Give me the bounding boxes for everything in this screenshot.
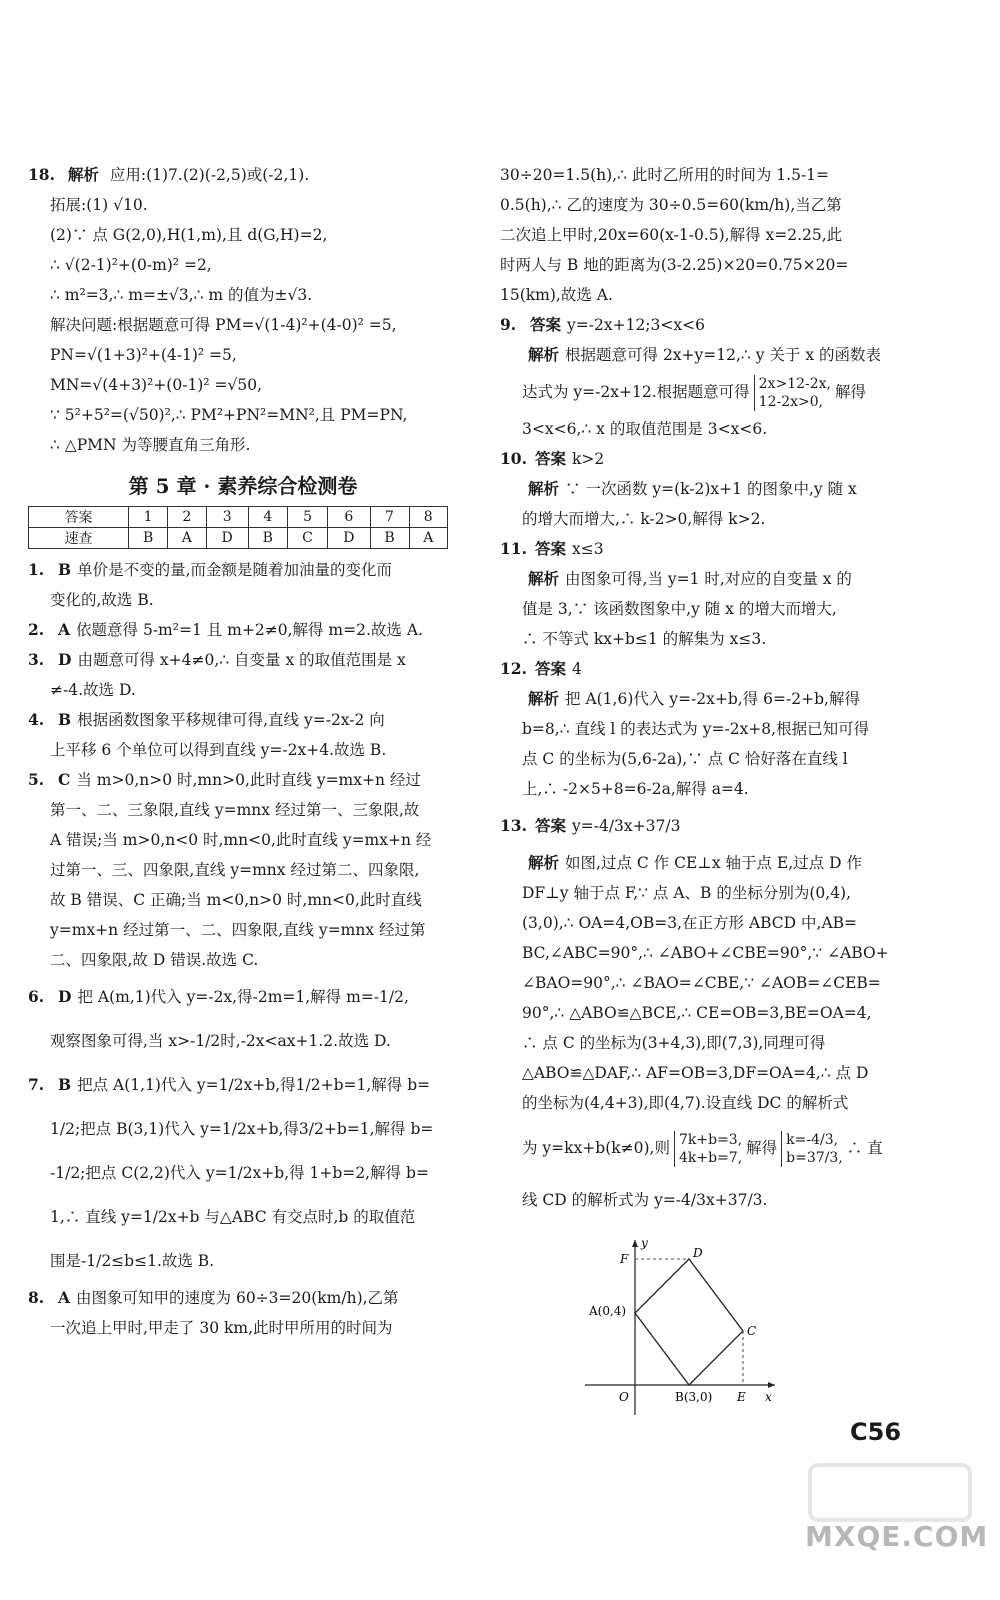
table-cell: B — [248, 528, 287, 549]
item-text: 把点 A(1,1)代入 y=1/2x+b,得1/2+b=1,解得 b= — [77, 1076, 431, 1094]
answer-item — [28, 975, 458, 1019]
label-d: D — [693, 1246, 703, 1260]
answer-item — [28, 705, 458, 735]
q18-text: 拓展:(1) √10. — [50, 196, 148, 214]
item-text: 由图象可知甲的速度为 60÷3=20(km/h),乙第 — [76, 1289, 399, 1307]
equation-system — [674, 1131, 742, 1167]
right-column — [500, 160, 910, 1222]
item-text: 观察图象可得,当 x>-1/2时,-2x<ax+1.2.故选 D. — [50, 1032, 391, 1050]
item-text: ≠-4.故选 D. — [50, 681, 136, 699]
answer-item — [500, 310, 910, 340]
item-choice: D — [58, 987, 72, 1006]
item-number: 13. — [500, 816, 527, 835]
item-text: 点 C 的坐标为(5,6-2a),∵ 点 C 恰好落在直线 l — [522, 750, 848, 768]
item-number: 11. — [500, 539, 527, 558]
analysis-line — [500, 340, 910, 370]
watermark-text: MXQE.COM — [805, 1520, 989, 1553]
item-text: 如图,过点 C 作 CE⊥x 轴于点 E,过点 D 作 — [565, 854, 862, 872]
table-cell: 6 — [328, 507, 370, 528]
item-number: 8. — [28, 1288, 45, 1307]
item-text: BC,∠ABC=90°,∴ ∠ABO+∠CBE=90°,∵ ∠ABO+ — [522, 944, 889, 962]
item-text: △ABO≌△DAF,∴ AF=OB=3,DF=OA=4,∴ 点 D — [522, 1064, 869, 1082]
item-text: 解得 — [835, 383, 867, 401]
item-number: 7. — [28, 1075, 45, 1094]
answer-keyword: 答案 — [534, 539, 566, 558]
equation: b=37/3, — [786, 1150, 843, 1166]
item-text: 一次追上甲时,甲走了 30 km,此时甲所用的时间为 — [50, 1319, 393, 1337]
item-text: 的坐标为(4,4+3),即(4,7).设直线 DC 的解析式 — [522, 1094, 849, 1112]
label-x: x — [765, 1390, 772, 1404]
table-cell: 5 — [287, 507, 327, 528]
analysis-keyword: 解析 — [528, 569, 560, 588]
q18-text: (2)∵ 点 G(2,0),H(1,m),且 d(G,H)=2, — [50, 226, 328, 244]
item-text: 围是-1/2≤b≤1.故选 B. — [50, 1252, 215, 1270]
item-choice: B — [58, 1075, 72, 1094]
equation-system — [754, 375, 831, 411]
answer-item — [28, 555, 458, 585]
item-text: A 错误;当 m>0,n<0 时,mn<0,此时直线 y=mx+n 经 — [50, 831, 432, 849]
table-cell: D — [206, 528, 248, 549]
item-text: 15(km),故选 A. — [500, 286, 613, 304]
table-cell: 2 — [168, 507, 206, 528]
item-number: 12. — [500, 659, 527, 678]
item-text: b=8,∴ 直线 l 的表达式为 y=-2x+8,根据已知可得 — [522, 720, 870, 738]
table-cell: 8 — [409, 507, 447, 528]
table-head-cell: 答案 — [29, 507, 129, 528]
item-text: (3,0),∴ OA=4,OB=3,在正方形 ABCD 中,AB= — [522, 914, 858, 932]
item-text: ∴ 点 C 的坐标为(3+4,3),即(7,3),同理可得 — [522, 1034, 826, 1052]
left-column — [28, 160, 458, 1343]
q18-text: 应用:(1)7.(2)(-2,5)或(-2,1). — [109, 166, 310, 184]
label-y: y — [641, 1236, 648, 1250]
item-text: y=mx+n 经过第一、二、四象限,直线 y=mnx 经过第 — [50, 921, 426, 939]
answer-item — [500, 534, 910, 564]
item-number: 5. — [28, 770, 45, 789]
answer-item — [500, 804, 910, 848]
label-o: O — [619, 1390, 629, 1404]
analysis-line — [500, 474, 910, 504]
item-text: 3<x<6,∴ x 的取值范围是 3<x<6. — [522, 420, 768, 438]
item-text: 的增大而增大,∴ k-2>0,解得 k>2. — [522, 510, 766, 528]
section-title: 第 5 章 · 素养综合检测卷 — [128, 474, 358, 498]
item-number: 4. — [28, 710, 45, 729]
item-text: 为 y=kx+b(k≠0),则 — [522, 1139, 670, 1157]
item-text: 变化的,故选 B. — [50, 591, 154, 609]
label-b: B(3,0) — [675, 1390, 713, 1404]
item-answer: k>2 — [571, 450, 605, 468]
table-cell: 3 — [206, 507, 248, 528]
item-text: 二、四象限,故 D 错误.故选 C. — [50, 951, 259, 969]
q18-text: MN=√(4+3)²+(0-1)² =√50, — [50, 376, 263, 394]
label-c: C — [747, 1324, 757, 1338]
item-text: 90°,∴ △ABO≌△BCE,∴ CE=OB=3,BE=OA=4, — [522, 1004, 872, 1022]
item-number: 2. — [28, 620, 45, 639]
item-text: 把 A(1,6)代入 y=-2x+b,得 6=-2+b,解得 — [565, 690, 860, 708]
item-text: 故 B 错误、C 正确;当 m<0,n>0 时,mn<0,此时直线 — [50, 891, 422, 909]
item-text: 根据函数图象平移规律可得,直线 y=-2x-2 向 — [77, 711, 385, 729]
answer-item — [500, 654, 910, 684]
q18-text: ∴ m²=3,∴ m=±√3,∴ m 的值为±√3. — [50, 286, 313, 304]
item-text: 过第一、三、四象限,直线 y=mnx 经过第二、四象限, — [50, 861, 420, 879]
equation: 4k+b=7, — [678, 1150, 743, 1166]
table-head-cell: 速查 — [29, 528, 129, 549]
analysis-keyword: 解析 — [528, 853, 560, 872]
analysis-line — [500, 370, 910, 414]
answer-table-row — [29, 507, 448, 528]
item-text: 达式为 y=-2x+12.根据题意可得 — [522, 383, 750, 401]
q18-text: ∴ △PMN 为等腰直角三角形. — [50, 436, 251, 454]
item-text: 依题意得 5-m²=1 且 m+2≠0,解得 m=2.故选 A. — [76, 621, 423, 639]
item-text: 1,∴ 直线 y=1/2x+b 与△ABC 有交点时,b 的取值范 — [50, 1208, 416, 1226]
y-axis-arrow-icon — [632, 1240, 638, 1247]
x-axis-arrow-icon — [768, 1382, 775, 1388]
answer-item — [28, 1283, 458, 1313]
item-answer: y=-4/3x+37/3 — [571, 817, 681, 835]
answer-keyword: 答案 — [534, 659, 566, 678]
item-choice: B — [58, 710, 72, 729]
item-choice: A — [58, 620, 71, 639]
item-text: 30÷20=1.5(h),∴ 此时乙所用的时间为 1.5-1= — [500, 166, 830, 184]
item-text: 线 CD 的解析式为 y=-4/3x+37/3. — [522, 1191, 768, 1209]
item-answer: x≤3 — [571, 540, 604, 558]
item-text: 二次追上甲时,20x=60(x-1-0.5),解得 x=2.25,此 — [500, 226, 843, 244]
item-text: ∴ 不等式 kx+b≤1 的解集为 x≤3. — [522, 630, 767, 648]
analysis-keyword: 解析 — [528, 479, 560, 498]
item-text: 值是 3,∵ 该函数图象中,y 随 x 的增大而增大, — [522, 600, 837, 618]
item-text: 时两人与 B 地的距离为(3-2.25)×20=0.75×20= — [500, 256, 849, 274]
item-text: 由图象可得,当 y=1 时,对应的自变量 x 的 — [565, 570, 852, 588]
item-text: 第一、二、三象限,直线 y=mnx 经过第一、三象限,故 — [50, 801, 420, 819]
analysis-keyword: 解析 — [528, 689, 560, 708]
answer-keyword: 答案 — [534, 449, 566, 468]
equation: 7k+b=3, — [678, 1132, 743, 1148]
label-e: E — [737, 1390, 746, 1404]
item-choice: D — [58, 650, 72, 669]
answer-item — [28, 615, 458, 645]
item-text: ∠BAO=90°,∴ ∠BAO=∠CBE,∵ ∠AOB=∠CEB= — [522, 974, 881, 992]
table-cell: A — [168, 528, 206, 549]
equation: k=-4/3, — [786, 1132, 839, 1148]
item-text: 上平移 6 个单位可以得到直线 y=-2x+4.故选 B. — [50, 741, 387, 759]
item-number: 9. — [500, 315, 517, 334]
item-text: 上,∴ -2×5+8=6-2a,解得 a=4. — [522, 780, 749, 798]
table-cell: 7 — [370, 507, 409, 528]
answer-table — [28, 506, 448, 549]
table-cell: 1 — [129, 507, 168, 528]
equation: 2x>12-2x, — [758, 376, 831, 392]
item-text: 当 m>0,n>0 时,mn>0,此时直线 y=mx+n 经过 — [76, 771, 421, 789]
table-cell: A — [409, 528, 447, 549]
analysis-keyword: 解析 — [528, 345, 560, 364]
answer-table-row — [29, 528, 448, 549]
table-cell: D — [328, 528, 370, 549]
item-answer: y=-2x+12;3<x<6 — [567, 316, 705, 334]
q18-text: ∵ 5²+5²=(√50)²,∴ PM²+PN²=MN²,且 PM=PN, — [50, 406, 408, 424]
item-text: 把 A(m,1)代入 y=-2x,得-2m=1,解得 m=-1/2, — [77, 988, 409, 1006]
q18-number: 18. — [28, 165, 55, 184]
item-choice: B — [58, 560, 72, 579]
analysis-line — [500, 684, 910, 714]
table-cell: B — [370, 528, 409, 549]
item-choice: A — [58, 1288, 71, 1307]
table-cell: C — [287, 528, 327, 549]
item-text: 解得 — [746, 1139, 778, 1157]
table-cell: B — [129, 528, 168, 549]
q18-line-0 — [28, 160, 458, 190]
item-text: ∵ 一次函数 y=(k-2)x+1 的图象中,y 随 x — [565, 480, 857, 498]
answer-item — [28, 1063, 458, 1107]
analysis-line — [500, 848, 910, 878]
equation-system — [781, 1131, 843, 1167]
item-answer: 4 — [571, 660, 582, 678]
answer-keyword: 答案 — [530, 315, 562, 334]
page-number: C56 — [850, 1418, 902, 1446]
answer-keyword: 答案 — [534, 816, 566, 835]
item-number: 1. — [28, 560, 45, 579]
item-text: 0.5(h),∴ 乙的速度为 30÷0.5=60(km/h),当乙第 — [500, 196, 842, 214]
q18-keyword: 解析 — [67, 165, 99, 184]
q18-text: 解决问题:根据题意可得 PM=√(1-4)²+(4-0)² =5, — [50, 316, 397, 334]
item-text: ∴ 直 — [846, 1139, 883, 1157]
answer-item — [500, 444, 910, 474]
q18-text: ∴ √(2-1)²+(0-m)² =2, — [50, 256, 212, 274]
item-number: 6. — [28, 987, 45, 1006]
equation: 12-2x>0, — [758, 394, 824, 410]
item-number: 3. — [28, 650, 45, 669]
analysis-line — [500, 1118, 910, 1178]
item-text: 1/2;把点 B(3,1)代入 y=1/2x+b,得3/2+b=1,解得 b= — [50, 1120, 434, 1138]
analysis-line — [500, 564, 910, 594]
table-cell: 4 — [248, 507, 287, 528]
q18-text: PN=√(1+3)²+(4-1)² =5, — [50, 346, 237, 364]
item-number: 10. — [500, 449, 527, 468]
item-choice: C — [58, 770, 71, 789]
answer-item — [28, 645, 458, 675]
label-a: A(0,4) — [589, 1304, 627, 1318]
square-abcd — [635, 1259, 743, 1385]
coordinate-figure — [575, 1235, 795, 1420]
item-text: -1/2;把点 C(2,2)代入 y=1/2x+b,得 1+b=2,解得 b= — [50, 1164, 429, 1182]
item-text: 单价是不变的量,而金额是随着加油量的变化而 — [77, 561, 393, 579]
item-text: 由题意可得 x+4≠0,∴ 自变量 x 的取值范围是 x — [77, 651, 406, 669]
item-text: 根据题意可得 2x+y=12,∴ y 关于 x 的函数表 — [565, 346, 881, 364]
answer-item — [28, 765, 458, 795]
item-text: DF⊥y 轴于点 F,∵ 点 A、B 的坐标分别为(0,4), — [522, 884, 852, 902]
label-f: F — [620, 1252, 629, 1266]
